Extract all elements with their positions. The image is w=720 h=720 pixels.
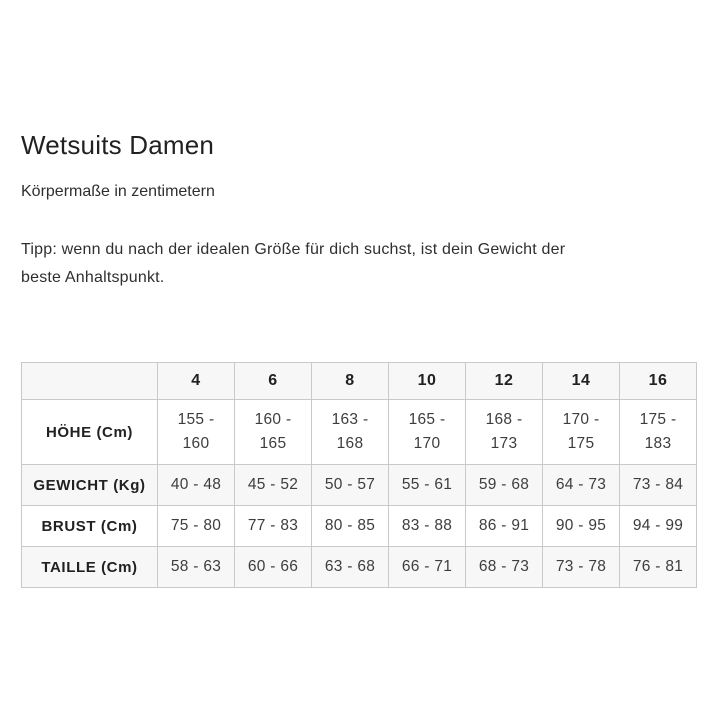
size-cell: 40 - 48 bbox=[158, 465, 235, 506]
tip-line-2: beste Anhaltspunkt. bbox=[21, 269, 165, 286]
size-col-header: 6 bbox=[235, 363, 312, 400]
size-cell: 73 - 78 bbox=[543, 547, 620, 588]
size-cell: 58 - 63 bbox=[158, 547, 235, 588]
size-cell: 76 - 81 bbox=[620, 547, 697, 588]
size-table-header bbox=[22, 363, 697, 400]
size-cell: 168 - 173 bbox=[466, 400, 543, 465]
size-table-body bbox=[22, 400, 697, 588]
size-col-header: 14 bbox=[543, 363, 620, 400]
size-cell: 45 - 52 bbox=[235, 465, 312, 506]
size-cell: 77 - 83 bbox=[235, 506, 312, 547]
page-title: Wetsuits Damen bbox=[21, 130, 215, 160]
size-cell: 80 - 85 bbox=[312, 506, 389, 547]
table-row-taille bbox=[22, 547, 697, 588]
size-cell: 59 - 68 bbox=[466, 465, 543, 506]
size-col-header: 4 bbox=[158, 363, 235, 400]
size-cell: 73 - 84 bbox=[620, 465, 697, 506]
corner-cell bbox=[22, 363, 158, 400]
size-cell: 50 - 57 bbox=[312, 465, 389, 506]
size-cell: 175 - 183 bbox=[620, 400, 697, 465]
size-col-header: 12 bbox=[466, 363, 543, 400]
table-row-hoehe bbox=[22, 400, 697, 465]
size-cell: 66 - 71 bbox=[389, 547, 466, 588]
size-col-header: 10 bbox=[389, 363, 466, 400]
subtitle: Körpermaße in zentimetern bbox=[21, 183, 215, 200]
table-row-brust bbox=[22, 506, 697, 547]
size-col-header: 16 bbox=[620, 363, 697, 400]
size-table bbox=[21, 362, 697, 588]
size-cell: 160 - 165 bbox=[235, 400, 312, 465]
size-cell: 155 - 160 bbox=[158, 400, 235, 465]
size-cell: 86 - 91 bbox=[466, 506, 543, 547]
size-cell: 63 - 68 bbox=[312, 547, 389, 588]
size-cell: 90 - 95 bbox=[543, 506, 620, 547]
size-cell: 94 - 99 bbox=[620, 506, 697, 547]
tip-line-1: Tipp: wenn du nach der idealen Größe für dich suchst, ist dein Gewicht der bbox=[21, 241, 566, 258]
tip-text bbox=[21, 236, 698, 292]
table-row-gewicht bbox=[22, 465, 697, 506]
size-cell: 55 - 61 bbox=[389, 465, 466, 506]
size-cell: 60 - 66 bbox=[235, 547, 312, 588]
row-label: GEWICHT (Kg) bbox=[22, 465, 158, 506]
size-cell: 83 - 88 bbox=[389, 506, 466, 547]
size-header-row bbox=[22, 363, 697, 400]
size-cell: 163 - 168 bbox=[312, 400, 389, 465]
row-label: TAILLE (Cm) bbox=[22, 547, 158, 588]
size-cell: 165 - 170 bbox=[389, 400, 466, 465]
size-cell: 75 - 80 bbox=[158, 506, 235, 547]
size-cell: 64 - 73 bbox=[543, 465, 620, 506]
row-label: HÖHE (Cm) bbox=[22, 400, 158, 465]
size-cell: 170 - 175 bbox=[543, 400, 620, 465]
row-label: BRUST (Cm) bbox=[22, 506, 158, 547]
size-cell: 68 - 73 bbox=[466, 547, 543, 588]
size-col-header: 8 bbox=[312, 363, 389, 400]
